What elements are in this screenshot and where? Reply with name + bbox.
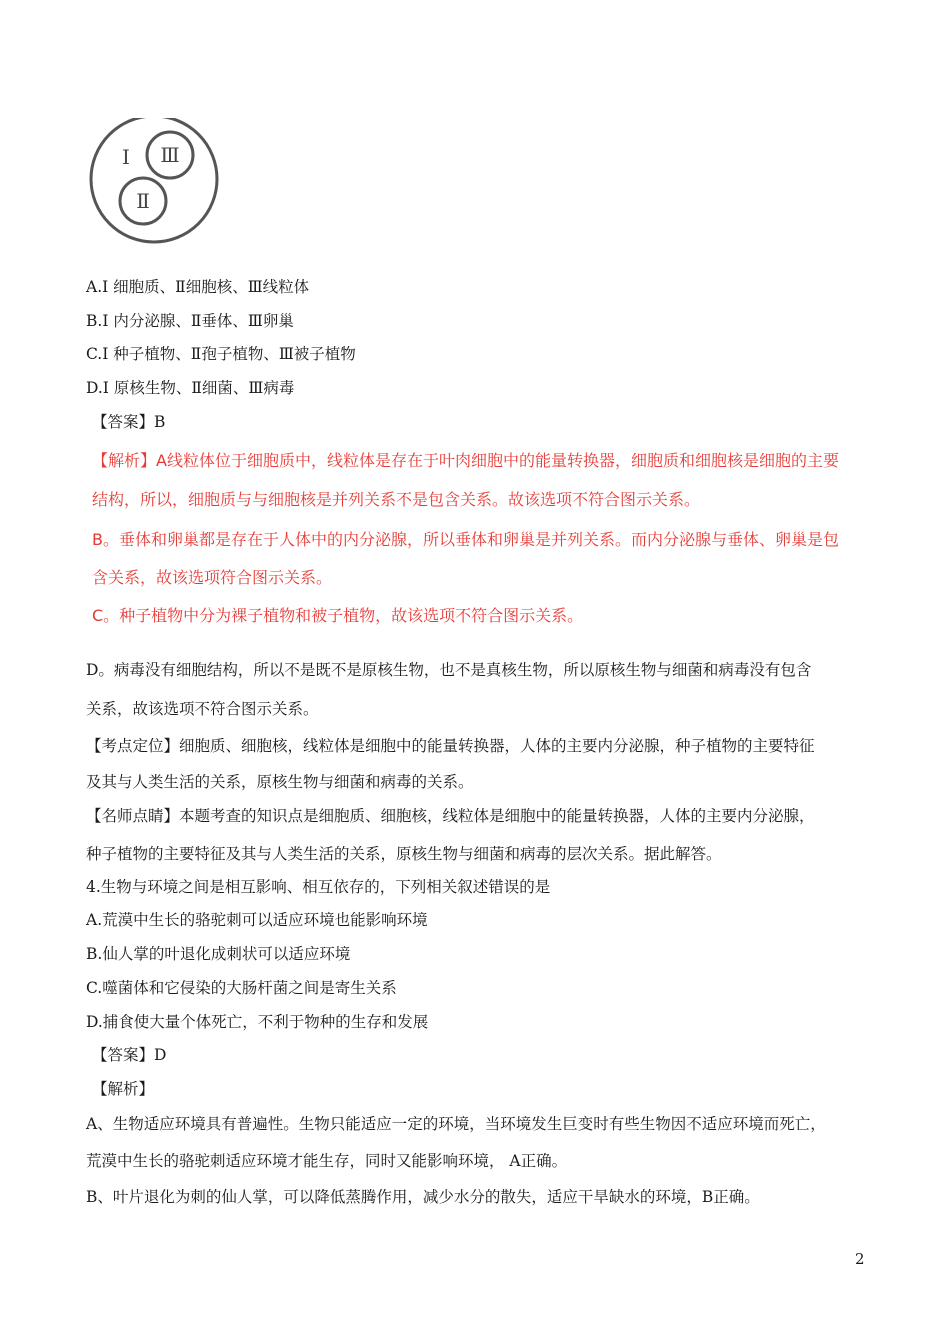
q3-option-d: D.Ⅰ 原核生物、Ⅱ细菌、Ⅲ病毒 — [86, 379, 295, 397]
label-small-top: Ⅲ — [160, 143, 180, 167]
mingshi-line: 【名师点睛】本题考查的知识点是细胞质、细胞核，线粒体是细胞中的能量转换器，人体的主要内分泌腺， — [86, 807, 815, 825]
q4-option-d: D.捕食使大量个体死亡，不利于物种的生存和发展 — [86, 1013, 429, 1031]
q3-analysis-line: 【解析】A线粒体位于细胞质中，线粒体是存在于叶肉细胞中的能量转换器，细胞质和细胞核是细胞的主要 — [92, 451, 839, 470]
q4-analysis-title: 【解析】 — [92, 1080, 155, 1098]
q3-answer: 【答案】B — [92, 413, 166, 431]
q3-analysis-line: B。垂体和卵巢都是存在于人体中的内分泌腺，所以垂体和卵巢是并列关系。而内分泌腺与垂体、卵巢是包 — [92, 530, 839, 549]
venn-diagram — [86, 118, 226, 248]
q4-analysis-line: A、生物适应环境具有普遍性。生物只能适应一定的环境，当环境发生巨变时有些生物因不适应环境而死亡， — [86, 1115, 826, 1133]
q4-option-b: B.仙人掌的叶退化成刺状可以适应环境 — [86, 945, 351, 963]
q3-analysis-d-line: D。病毒没有细胞结构，所以不是既不是原核生物，也不是真核生物，所以原核生物与细菌和病毒没有包含 — [86, 661, 812, 679]
q4-option-c: C.噬菌体和它侵染的大肠杆菌之间是寄生关系 — [86, 979, 397, 997]
q3-option-b: B.Ⅰ 内分泌腺、Ⅱ垂体、Ⅲ卵巢 — [86, 312, 294, 330]
venn-diagram-svg — [86, 118, 226, 248]
kaodian-line: 【考点定位】细胞质、细胞核，线粒体是细胞中的能量转换器，人体的主要内分泌腺，种子植物的主要特征 — [86, 737, 815, 755]
mingshi-line: 种子植物的主要特征及其与人类生活的关系，原核生物与细菌和病毒的层次关系。据此解答。 — [86, 845, 722, 863]
q3-analysis-d-line: 关系，故该选项不符合图示关系。 — [86, 700, 319, 718]
kaodian-line: 及其与人类生活的关系，原核生物与细菌和病毒的关系。 — [86, 773, 474, 791]
page-number: 2 — [855, 1250, 865, 1268]
q3-analysis-line: 含关系，故该选项符合图示关系。 — [92, 568, 333, 587]
q4-stem: 4.生物与环境之间是相互影响、相互依存的，下列相关叙述错误的是 — [86, 878, 551, 896]
q4-answer: 【答案】D — [92, 1046, 167, 1064]
q4-option-a: A.荒漠中生长的骆驼刺可以适应环境也能影响环境 — [86, 911, 428, 929]
q3-analysis-line: 结构，所以，细胞质与与细胞核是并列关系不是包含关系。故该选项不符合图示关系。 — [92, 490, 701, 509]
q3-option-a: A.Ⅰ 细胞质、Ⅱ细胞核、Ⅲ线粒体 — [86, 278, 310, 296]
q3-option-c: C.Ⅰ 种子植物、Ⅱ孢子植物、Ⅲ被子植物 — [86, 345, 356, 363]
q4-analysis-line: B、叶片退化为刺的仙人掌，可以降低蒸腾作用，减少水分的散失，适应干旱缺水的环境，B正确。 — [86, 1188, 760, 1206]
q3-analysis-line: C。种子植物中分为裸子植物和被子植物，故该选项不符合图示关系。 — [92, 606, 584, 625]
label-outer: Ⅰ — [122, 145, 130, 169]
q4-analysis-line: 荒漠中生长的骆驼刺适应环境才能生存，同时又能影响环境， A正确。 — [86, 1152, 568, 1170]
label-small-bottom: Ⅱ — [136, 189, 150, 213]
